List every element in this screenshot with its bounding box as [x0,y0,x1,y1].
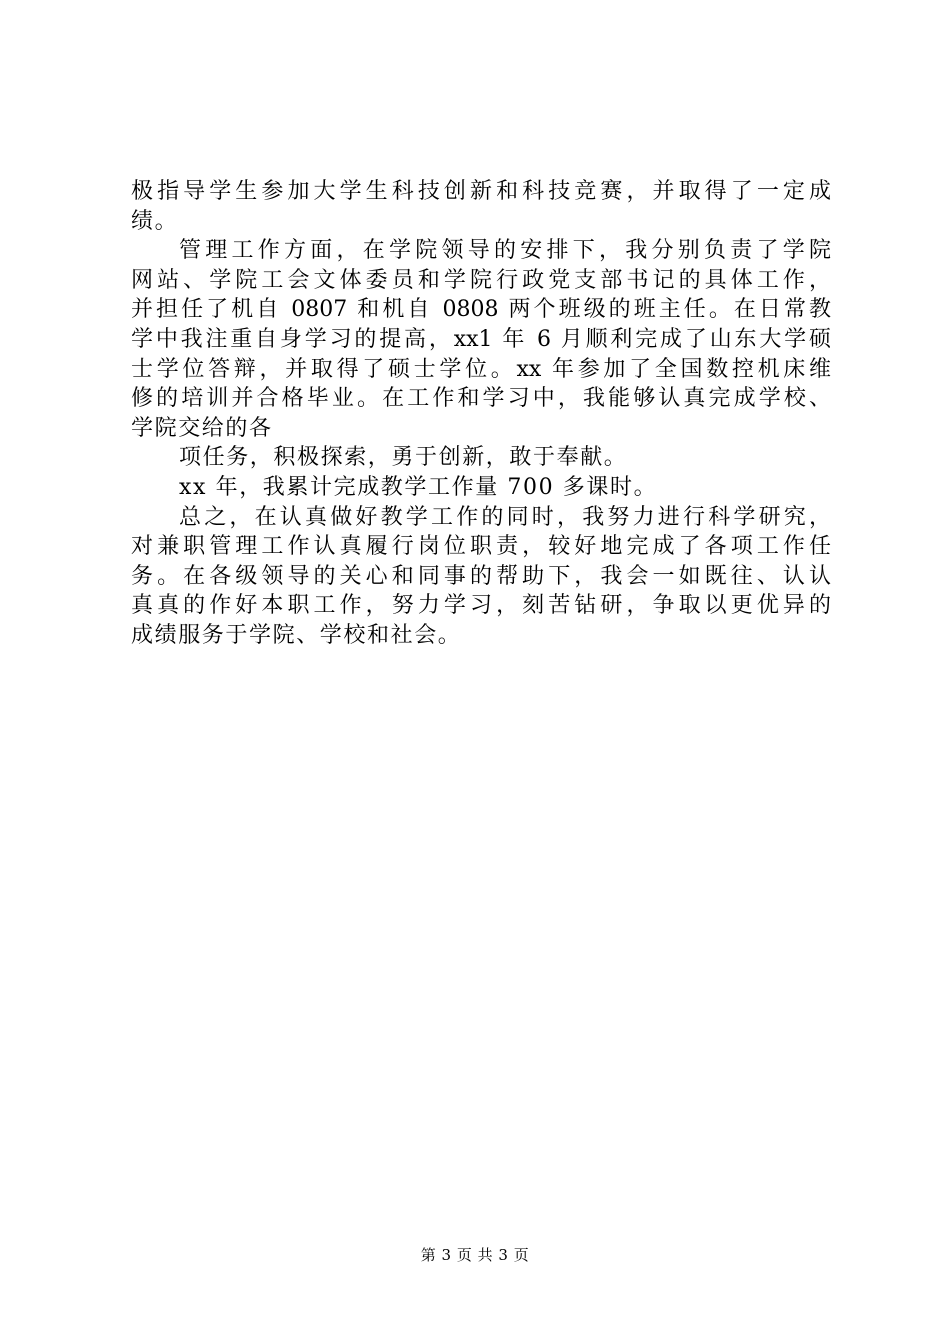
document-body [131,177,831,651]
text-line: 修的培训并合格毕业。在工作和学习中，我能够认真完成学校、 [131,386,831,412]
text-line: 绩。 [131,208,179,234]
text-line: 真真的作好本职工作，努力学习，刻苦钻研，争取以更优异的 [131,593,831,619]
text-line: 管理工作方面，在学院领导的安排下，我分别负责了学院 [179,238,831,264]
text-line: 总之，在认真做好教学工作的同时，我努力进行科学研究， [179,504,831,530]
text-line: 成绩服务于学院、学校和社会。 [131,622,462,648]
text-line: 极指导学生参加大学生科技创新和科技竞赛，并取得了一定成 [131,179,831,204]
text-line: 学中我注重自身学习的提高，xx1 年 6 月顺利完成了山东大学硕 [131,326,831,352]
text-line: xx 年，我累计完成教学工作量 700 多课时。 [179,474,658,500]
text-line: 项任务，积极探索，勇于创新，敢于奉献。 [179,445,628,471]
text-line: 并担任了机自 0807 和机自 0808 两个班级的班主任。在日常教 [131,297,831,323]
page-number-footer: 第 3 页 共 3 页 [420,1246,530,1264]
text-line: 对兼职管理工作认真履行岗位职责，较好地完成了各项工作任 [131,534,831,560]
text-line: 务。在各级领导的关心和同事的帮助下，我会一如既往、认认 [131,563,831,589]
text-line: 网站、学院工会文体委员和学院行政党支部书记的具体工作， [131,267,831,293]
text-line: 士学位答辩，并取得了硕士学位。xx 年参加了全国数控机床维 [131,356,831,382]
text-line: 学院交给的各 [131,415,273,441]
